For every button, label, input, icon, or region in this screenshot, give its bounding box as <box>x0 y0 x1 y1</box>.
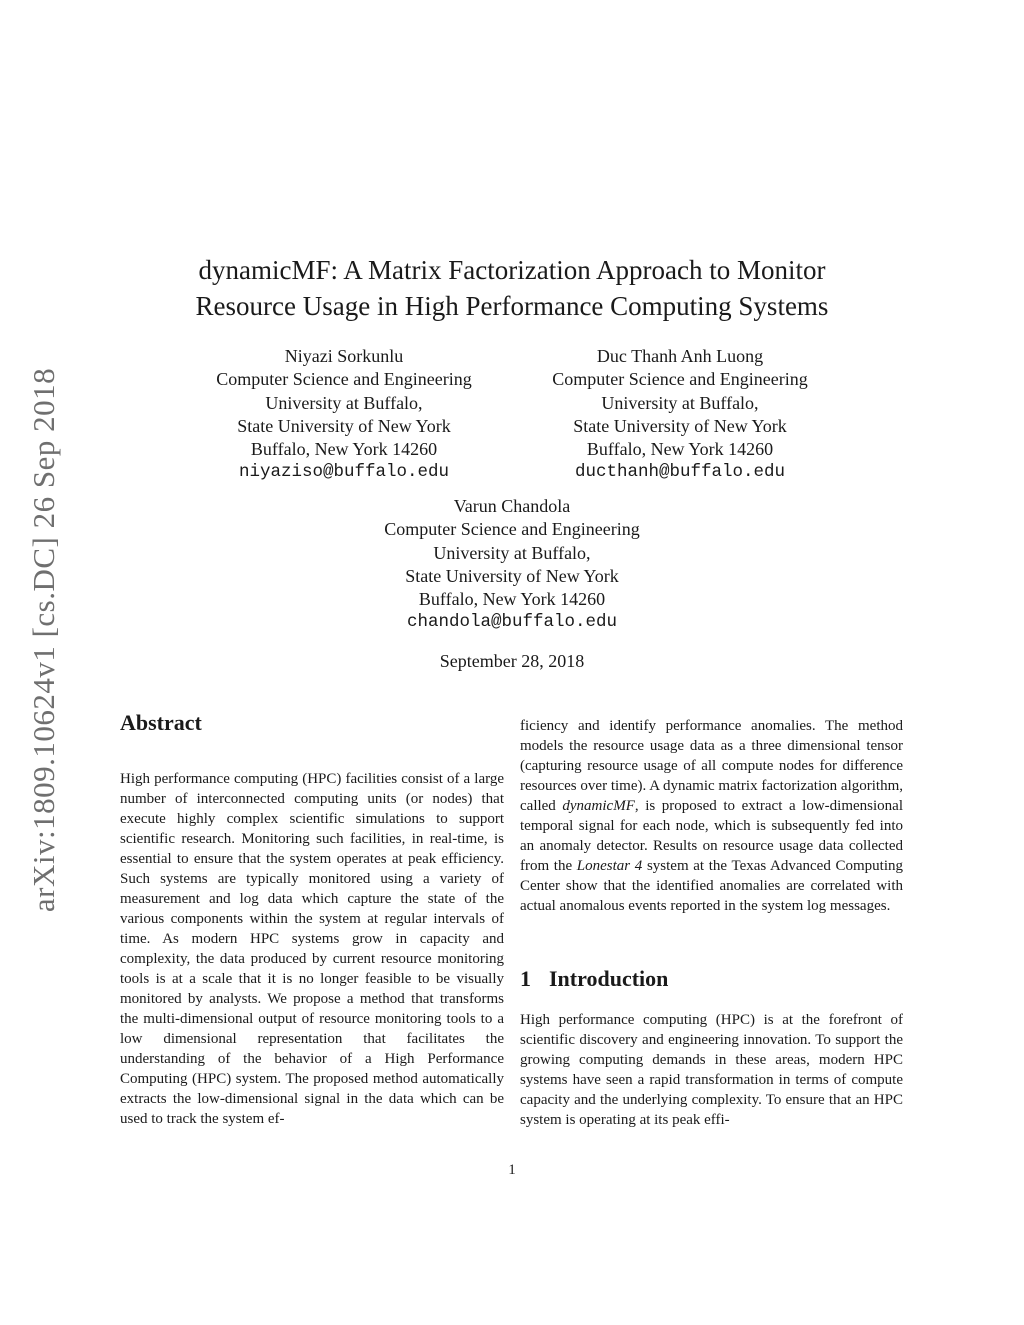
author-name: Duc Thanh Anh Luong <box>596 346 764 366</box>
abstract-text-part: ficiency and identify performance anomalies. The method models the resource usage data as a three dimensional tensor (capturing resource usage of all compute nodes for difference resources over time). A dynamic matrix factorization algorithm, called <box>520 718 903 814</box>
author-univ: University at Buffalo, <box>601 392 759 413</box>
abstract-text-part: , is proposed to extract a low-dimensional temporal signal for each node, which is subsequently fed into an anomaly detector. Results on resource usage data collected from the <box>520 798 903 874</box>
author-dept: Computer Science and Engineering <box>384 519 640 540</box>
author-block-3 <box>340 495 684 635</box>
arxiv-stamp: arXiv:1809.10624v1 [cs.DC] 26 Sep 2018 <box>26 367 61 913</box>
page-number: 1 <box>508 1162 516 1178</box>
title-line-2: Resource Usage in High Performance Computing Systems <box>195 291 829 321</box>
author-dept: Computer Science and Engineering <box>216 369 472 390</box>
author-state: State University of New York <box>405 565 619 586</box>
author-city: Buffalo, New York 14260 <box>418 589 606 610</box>
abstract-heading: Abstract <box>120 710 202 735</box>
author-state: State University of New York <box>237 415 451 436</box>
introduction-heading <box>520 966 668 992</box>
author-univ: University at Buffalo, <box>265 392 423 413</box>
paper-date: September 28, 2018 <box>439 651 585 671</box>
title-line-1: dynamicMF: A Matrix Factorization Approach to Monitor <box>198 255 826 285</box>
author-block-1 <box>172 345 516 485</box>
author-name: Niyazi Sorkunlu <box>284 346 404 366</box>
author-block-2 <box>508 345 852 485</box>
author-univ: University at Buffalo, <box>433 542 591 563</box>
abstract-text-part: system at the Texas Advanced Computing Center show that the identified anomalies are correlated with actual anomalous events reported in the system log messages. <box>520 858 904 914</box>
author-state: State University of New York <box>573 415 787 436</box>
author-dept: Computer Science and Engineering <box>552 369 808 390</box>
introduction-text: High performance computing (HPC) is at the forefront of scientific discovery and engineering innovation. To support the growing computing demands in these areas, modern HPC systems have seen a rapid transformation in terms of compute capacity and the underlying complexity. To ensure that an HPC system is operating at its peak effi- <box>520 1012 903 1128</box>
author-email: chandola@buffalo.edu <box>406 612 618 633</box>
paper-title <box>0 252 1024 324</box>
abstract-text-left: High performance computing (HPC) facilities consist of a large number of interconnected computing units (or nodes) that execute highly complex scientific simulations to support scientific research. Monitoring such facilities, in real-time, is essential to ensure that the system operates at peak efficiency. Such systems are typically monitored using a variety of measurement and log data which capture the state of the various components within the system at regular intervals of time. As modern HPC systems grow in capacity and complexity, the data produced by current resource monitoring tools is at a scale that it is no longer feasible to be visually monitored by analysts. We propose a method that transforms the multi-dimensional output of resource monitoring tools to a low dimensional representation that facilitates the understanding of the behavior of a High Performance Computing (HPC) system. The proposed method automatically extracts the low-dimensional signal in the data which can be used to track the system ef- <box>120 771 504 1127</box>
section-number: 1 <box>520 966 531 991</box>
author-name: Varun Chandola <box>453 496 571 516</box>
method-name: dynamicMF <box>562 798 635 814</box>
system-name: Lonestar 4 <box>576 858 643 874</box>
author-city: Buffalo, New York 14260 <box>586 439 774 460</box>
author-email: niyaziso@buffalo.edu <box>238 462 450 483</box>
author-email: ducthanh@buffalo.edu <box>574 462 786 483</box>
author-city: Buffalo, New York 14260 <box>250 439 438 460</box>
section-title: Introduction <box>549 966 669 991</box>
abstract-text-right <box>520 716 903 916</box>
